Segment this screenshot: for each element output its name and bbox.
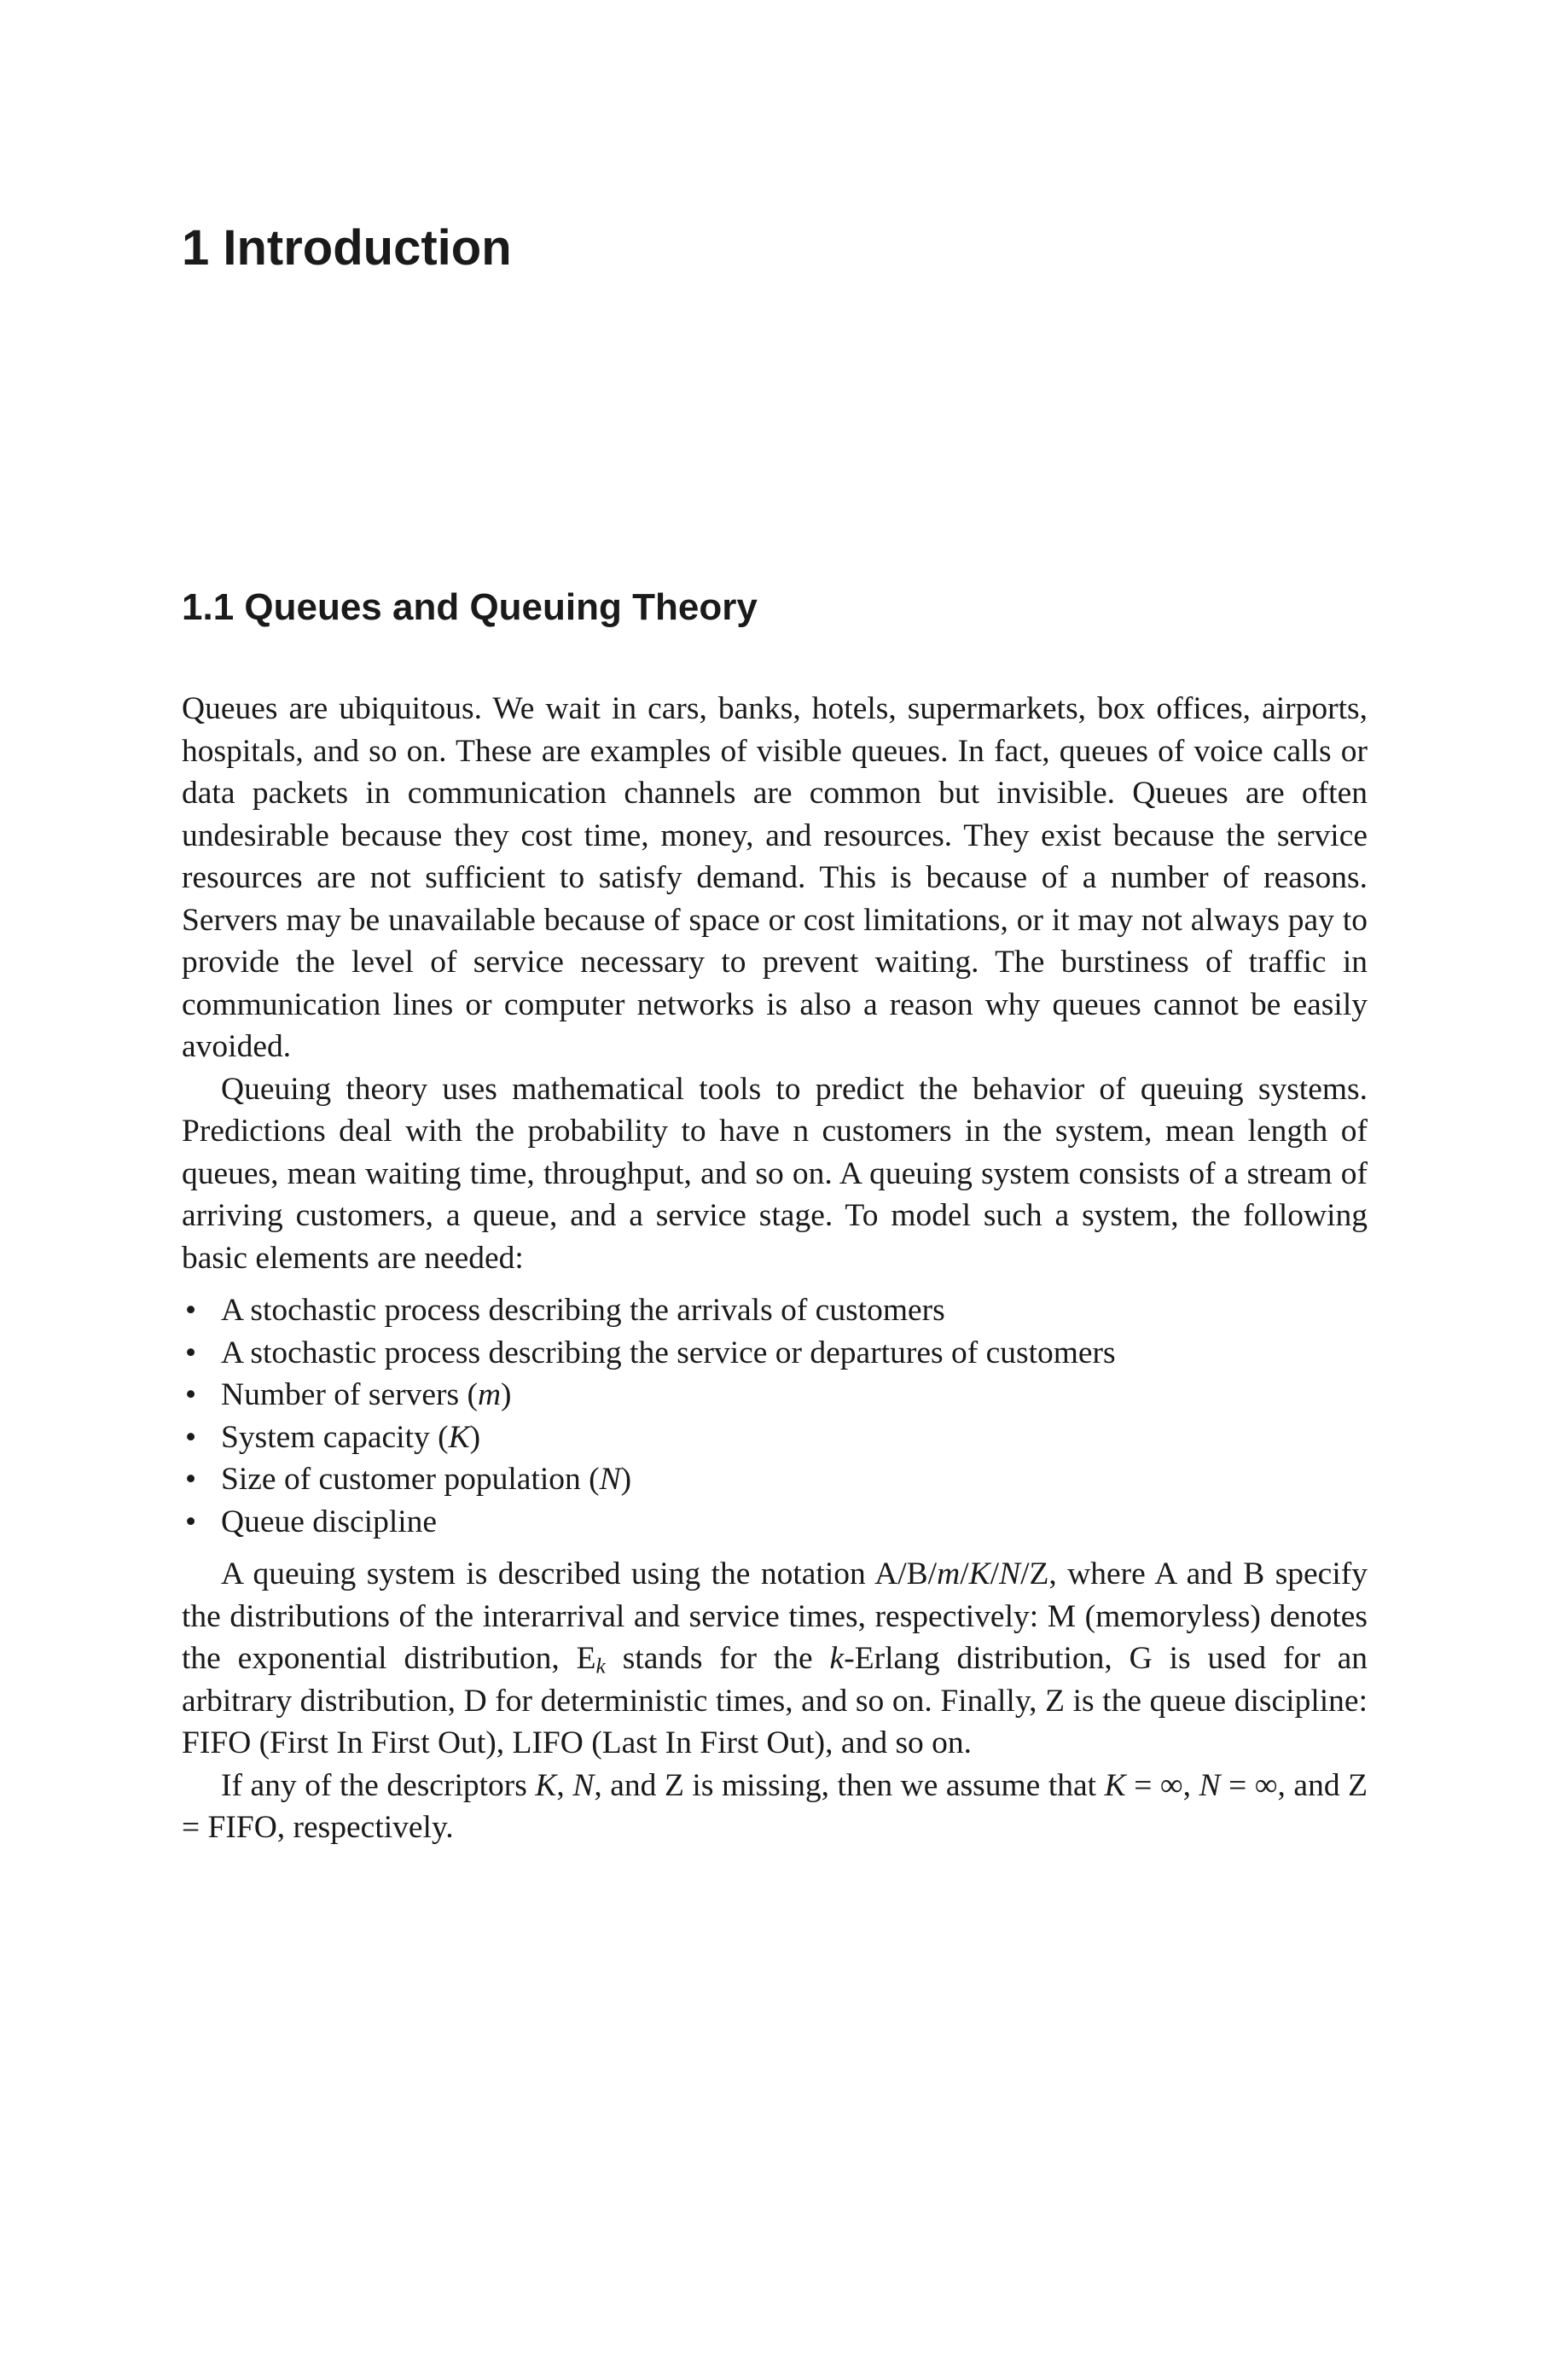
paragraph-2: Queuing theory uses mathematical tools to predict the behavior of queuing systems. Predictions deal with the probability to have n customers in the system, mean length of queues, mean waiting time, throughput, and so on. A queuing system consists of a stream of arriving customers, a queue, and a service stage. To model such a system, the following basic elements are needed:: [182, 1071, 1368, 1276]
section-title: 1.1 Queues and Queuing Theory: [182, 586, 758, 628]
bullet-icon: •: [185, 1293, 197, 1328]
chapter-title: 1 Introduction: [182, 220, 512, 276]
list-item: [182, 1417, 1368, 1459]
list-item: [182, 1501, 1368, 1544]
bullet-icon: •: [185, 1504, 197, 1539]
bullet-icon: •: [185, 1419, 197, 1455]
list-item-text: A stochastic process describing the service or departures of customers: [221, 1335, 1116, 1370]
section-body: [182, 688, 1368, 1849]
list-item-text: Number of servers (m): [221, 1377, 512, 1412]
list-item-text: A stochastic process describing the arrivals of customers: [221, 1293, 945, 1328]
list-item-text: Size of customer population (N): [221, 1462, 632, 1497]
bullet-list: [182, 1289, 1368, 1543]
list-item: [182, 1332, 1368, 1375]
bullet-icon: •: [185, 1377, 197, 1412]
list-item: [182, 1289, 1368, 1332]
bullet-icon: •: [185, 1335, 197, 1370]
paragraph-3: A queuing system is described using the notation A/B/m/K/N/Z, where A and B specify the distributions of the interarrival and service times, respectively: M (memoryless) denotes the exponential distribution, $E_k$ stands for the k-Erlang distribution, G is used for an arbitrary distribution, D for deterministic times, and so on. Finally, Z is the queue discipline: FIFO (First In First Out), LIFO (Last In First Out), and so on.: [182, 1556, 1368, 1760]
paragraph-4: If any of the descriptors K, N, and Z is missing, then we assume that K = ∞, N = ∞, and Z = FIFO, respectively.: [182, 1767, 1368, 1845]
list-item: [182, 1458, 1368, 1501]
bullet-icon: •: [185, 1462, 197, 1497]
list-item: [182, 1374, 1368, 1417]
list-item-text: Queue discipline: [221, 1504, 438, 1539]
list-item-text: System capacity (K): [221, 1419, 481, 1455]
paragraph-1: Queues are ubiquitous. We wait in cars, banks, hotels, supermarkets, box offices, airports, hospitals, and so on. These are examples of visible queues. In fact, queues of voice calls or data packets in communication channels are common but invisible. Queues are often undesirable because they cost time, money, and resources. They exist because the service resources are not sufficient to satisfy demand. This is because of a number of reasons. Servers may be unavailable because of space or cost limitations, or it may not always pay to provide the level of service necessary to prevent waiting. The burstiness of traffic in communication lines or computer networks is also a reason why queues cannot be easily avoided.: [182, 691, 1368, 1064]
